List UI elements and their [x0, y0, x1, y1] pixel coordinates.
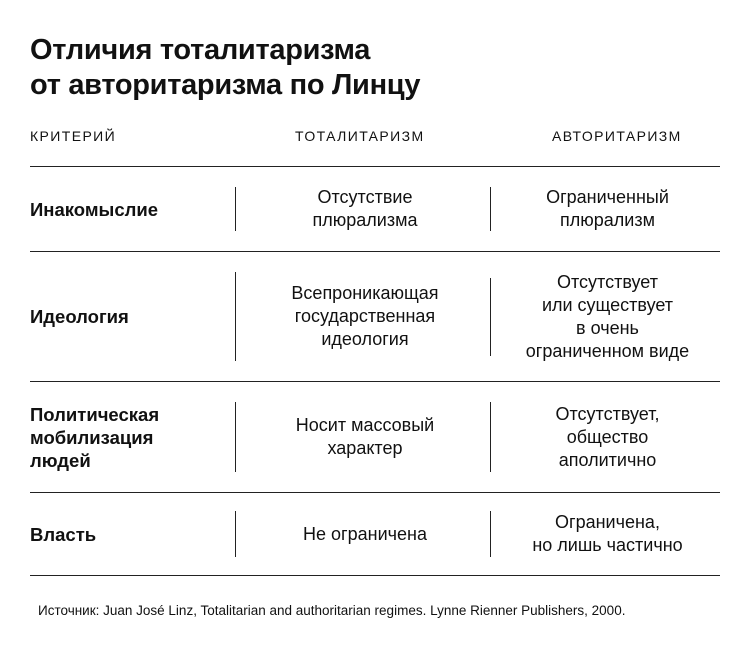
row-authoritarianism-value: Отсутствует, общество аполитично	[555, 403, 660, 470]
row-totalitarianism-value: Всепроникающая государственная идеология	[291, 283, 439, 349]
row-authoritarianism-value: Отсутствует или существует в очень ограниченном виде	[525, 271, 690, 361]
column-separator	[235, 402, 236, 472]
column-separator	[490, 402, 491, 472]
page-title-line-1: Отличия тоталитаризма	[30, 34, 371, 66]
page-title	[30, 33, 710, 103]
row-criterion: Политическая мобилизация людей	[30, 403, 160, 471]
row-criterion: Идеология	[30, 306, 129, 327]
table-row-dissent	[30, 167, 720, 251]
row-authoritarianism-value: Ограничена, но лишь частично	[532, 512, 683, 555]
source-citation: Источник: Juan José Linz, Totalitarian and authoritarian regimes. Lynne Rienner Publishers, 2000.	[38, 603, 626, 618]
table-row-power	[30, 493, 720, 575]
page-title-line-2: от авторитаризма по Линцу	[30, 69, 421, 101]
column-separator	[490, 187, 491, 231]
table-divider-bottom	[30, 575, 720, 576]
row-criterion: Власть	[30, 523, 97, 545]
column-separator	[490, 278, 491, 356]
column-header-criterion: КРИТЕРИЙ	[30, 128, 117, 144]
row-totalitarianism-value: Носит массовый характер	[295, 415, 435, 458]
column-header-authoritarianism: АВТОРИТАРИЗМ	[552, 128, 682, 144]
row-totalitarianism-value: Не ограничена	[303, 523, 427, 544]
column-separator	[235, 272, 236, 361]
row-totalitarianism-value: Отсутствие плюрализма	[312, 187, 418, 230]
table-row-mobilization	[30, 382, 720, 492]
column-separator	[235, 511, 236, 557]
row-authoritarianism-value: Ограниченный плюрализм	[546, 187, 669, 230]
column-header-totalitarianism: ТОТАЛИТАРИЗМ	[295, 128, 425, 144]
column-separator	[235, 187, 236, 231]
row-criterion: Инакомыслие	[30, 198, 159, 220]
table-row-ideology	[30, 252, 720, 381]
column-separator	[490, 511, 491, 557]
